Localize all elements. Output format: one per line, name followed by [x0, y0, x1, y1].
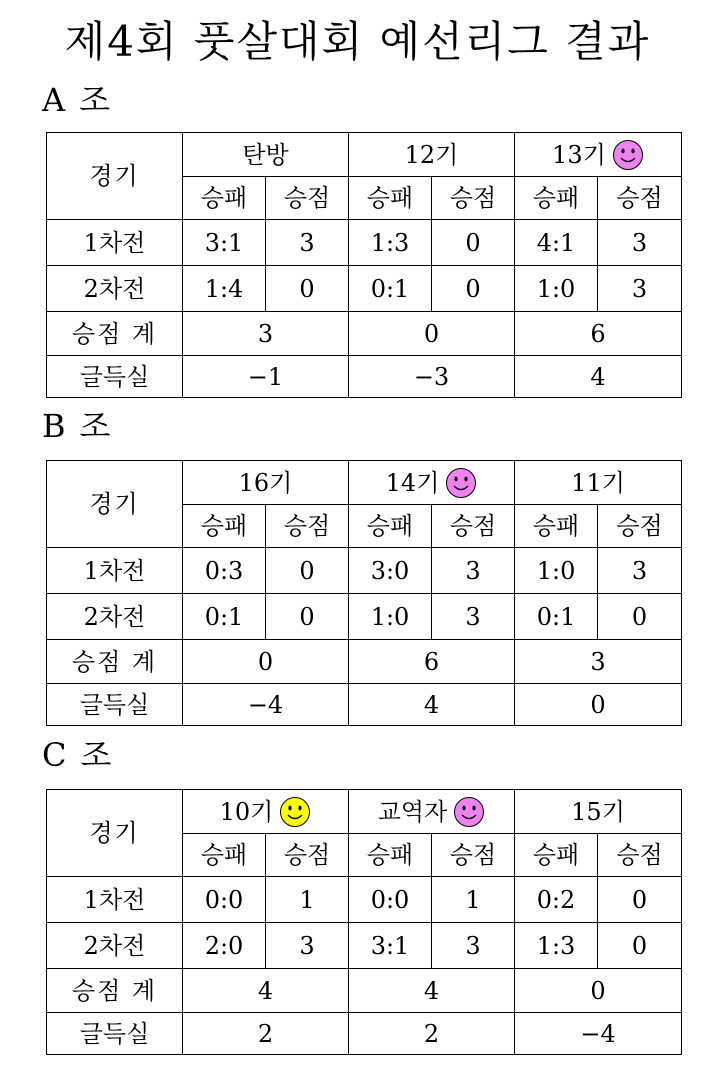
goal-diff-label: 글득실	[47, 1013, 183, 1055]
table-row	[47, 877, 682, 923]
points-cell: 3	[598, 220, 682, 266]
points-total-label: 승점 계	[47, 640, 183, 684]
group-a-table	[46, 132, 682, 398]
points-cell: 3	[598, 548, 682, 594]
score-cell: 3:1	[349, 923, 432, 969]
match-header: 경기	[47, 790, 183, 877]
points-cell: 0	[598, 923, 682, 969]
points-header: 승점	[266, 505, 349, 548]
goal-diff-cell: 2	[183, 1013, 349, 1055]
score-cell: 1:3	[515, 923, 598, 969]
points-total-cell: 0	[349, 312, 515, 356]
table-row	[47, 969, 682, 1013]
round2-label: 2차전	[47, 923, 183, 969]
points-cell: 0	[598, 594, 682, 640]
goal-diff-cell: 0	[515, 684, 682, 726]
score-cell: 3:0	[349, 548, 432, 594]
table-row	[47, 594, 682, 640]
goal-diff-cell: −4	[515, 1013, 682, 1055]
team-header	[349, 790, 515, 834]
score-cell: 0:2	[515, 877, 598, 923]
table-row	[47, 640, 682, 684]
score-cell: 1:0	[515, 266, 598, 312]
points-total-cell: 0	[183, 640, 349, 684]
win-loss-header: 승패	[515, 834, 598, 877]
points-header: 승점	[598, 505, 682, 548]
group-letter: B	[42, 407, 66, 445]
points-cell: 3	[432, 548, 515, 594]
points-header: 승점	[598, 177, 682, 220]
smiley-icon	[279, 796, 311, 828]
score-cell: 0:3	[183, 548, 266, 594]
team-name: 13기	[552, 140, 606, 169]
score-cell: 1:0	[515, 548, 598, 594]
win-loss-header: 승패	[183, 177, 266, 220]
match-header: 경기	[47, 461, 183, 548]
points-total-cell: 6	[349, 640, 515, 684]
group-a-heading	[42, 80, 110, 120]
table-row	[47, 1013, 682, 1055]
goal-diff-cell: −4	[183, 684, 349, 726]
goal-diff-label: 글득실	[47, 684, 183, 726]
win-loss-header: 승패	[515, 505, 598, 548]
points-cell: 1	[432, 877, 515, 923]
smiley-icon	[612, 139, 644, 171]
points-total-cell: 4	[183, 969, 349, 1013]
score-cell: 0:0	[183, 877, 266, 923]
team-header	[515, 790, 682, 834]
team-name: 교역자	[377, 797, 448, 826]
table-row	[47, 548, 682, 594]
score-cell: 0:1	[349, 266, 432, 312]
score-cell: 4:1	[515, 220, 598, 266]
table-row	[47, 220, 682, 266]
score-cell: 1:0	[349, 594, 432, 640]
points-cell: 0	[432, 220, 515, 266]
group-c-heading	[42, 735, 111, 775]
table-row	[47, 312, 682, 356]
team-name: 15기	[571, 797, 625, 826]
score-cell: 0:0	[349, 877, 432, 923]
points-total-label: 승점 계	[47, 312, 183, 356]
table-row	[47, 266, 682, 312]
round1-label: 1차전	[47, 877, 183, 923]
points-total-cell: 4	[349, 969, 515, 1013]
win-loss-header: 승패	[183, 505, 266, 548]
table-row	[47, 684, 682, 726]
smiley-icon	[453, 796, 485, 828]
table-row	[47, 923, 682, 969]
points-header: 승점	[432, 834, 515, 877]
win-loss-header: 승패	[349, 834, 432, 877]
points-cell: 3	[598, 266, 682, 312]
points-cell: 3	[266, 220, 349, 266]
points-cell: 0	[266, 594, 349, 640]
round1-label: 1차전	[47, 548, 183, 594]
points-total-label: 승점 계	[47, 969, 183, 1013]
team-header	[515, 133, 682, 177]
score-cell: 1:4	[183, 266, 266, 312]
group-suffix: 조	[79, 81, 111, 119]
page-title: 제4회 풋살대회 예선리그 결과	[64, 17, 651, 66]
team-header	[515, 461, 682, 505]
group-suffix: 조	[79, 407, 111, 445]
win-loss-header: 승패	[515, 177, 598, 220]
points-cell: 3	[432, 594, 515, 640]
team-header	[349, 133, 515, 177]
points-cell: 3	[266, 923, 349, 969]
points-header: 승점	[432, 177, 515, 220]
team-header	[349, 461, 515, 505]
score-cell: 1:3	[349, 220, 432, 266]
group-suffix: 조	[80, 736, 112, 774]
points-header: 승점	[266, 177, 349, 220]
table-row	[47, 356, 682, 398]
goal-diff-cell: −3	[349, 356, 515, 398]
group-letter: A	[42, 81, 66, 119]
points-total-cell: 3	[183, 312, 349, 356]
team-name: 14기	[385, 468, 440, 497]
team-name: 11기	[571, 468, 625, 497]
score-cell: 2:0	[183, 923, 266, 969]
score-cell: 3:1	[183, 220, 266, 266]
round1-label: 1차전	[47, 220, 183, 266]
team-header	[183, 790, 349, 834]
group-c-table	[46, 789, 682, 1055]
points-cell: 0	[432, 266, 515, 312]
points-header: 승점	[598, 834, 682, 877]
team-name: 12기	[404, 140, 459, 169]
team-header	[183, 461, 349, 505]
win-loss-header: 승패	[349, 505, 432, 548]
points-cell: 3	[432, 923, 515, 969]
win-loss-header: 승패	[183, 834, 266, 877]
goal-diff-cell: 2	[349, 1013, 515, 1055]
smiley-icon	[445, 467, 477, 499]
team-name: 탄방	[242, 140, 289, 169]
points-cell: 0	[266, 266, 349, 312]
points-total-cell: 6	[515, 312, 682, 356]
round2-label: 2차전	[47, 266, 183, 312]
goal-diff-cell: 4	[515, 356, 682, 398]
team-header	[183, 133, 349, 177]
goal-diff-label: 글득실	[47, 356, 183, 398]
points-total-cell: 0	[515, 969, 682, 1013]
points-cell: 0	[266, 548, 349, 594]
points-header: 승점	[266, 834, 349, 877]
match-header: 경기	[47, 133, 183, 220]
goal-diff-cell: −1	[183, 356, 349, 398]
win-loss-header: 승패	[349, 177, 432, 220]
group-b-heading	[42, 406, 110, 446]
points-total-cell: 3	[515, 640, 682, 684]
team-name: 10기	[219, 797, 274, 826]
team-name: 16기	[238, 468, 293, 497]
points-header: 승점	[432, 505, 515, 548]
score-cell: 0:1	[515, 594, 598, 640]
goal-diff-cell: 4	[349, 684, 515, 726]
group-b-table	[46, 460, 682, 726]
points-cell: 0	[598, 877, 682, 923]
round2-label: 2차전	[47, 594, 183, 640]
score-cell: 0:1	[183, 594, 266, 640]
group-letter: C	[42, 736, 67, 774]
points-cell: 1	[266, 877, 349, 923]
